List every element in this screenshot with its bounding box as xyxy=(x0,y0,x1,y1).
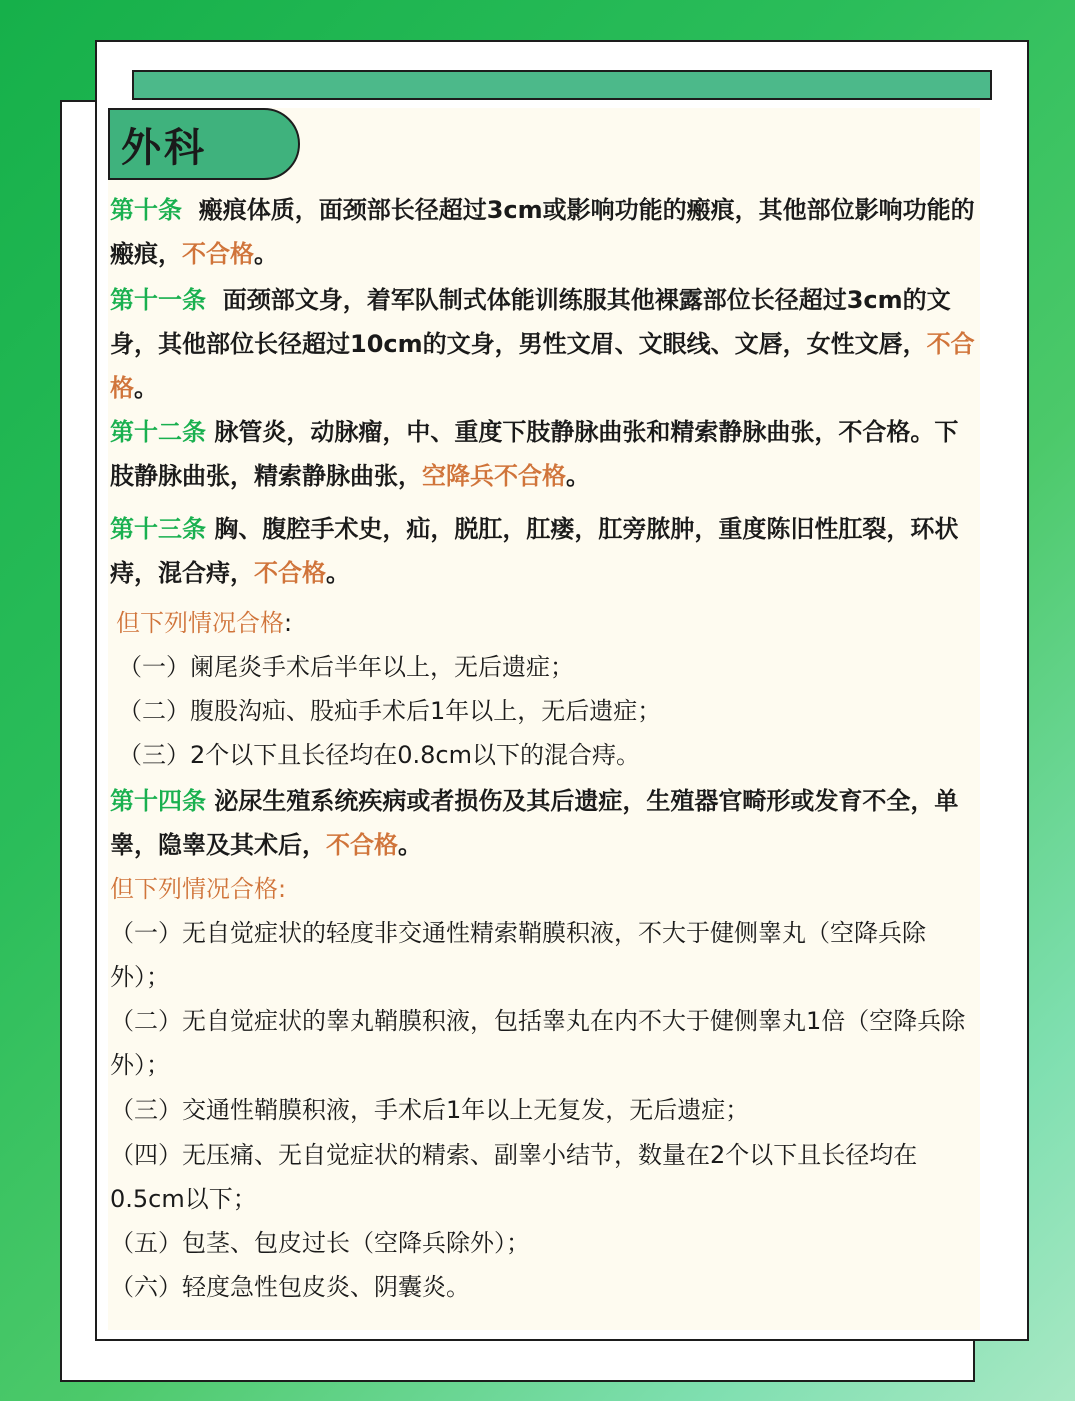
article-14: 第十四条 泌尿生殖系统疾病或者损伤及其后遗症，生殖器官畸形或发育不全，单睾，隐睾及其术后，不合格。 xyxy=(110,787,959,859)
exception-item: （一）阑尾炎手术后半年以上，无后遗症； xyxy=(118,653,574,681)
article-10: 第十条 瘢痕体质，面颈部长径超过3cm或影响功能的瘢痕，其他部位影响功能的瘢痕，不合格。 xyxy=(110,196,975,268)
page-title: 外科 xyxy=(121,125,207,171)
exception-item: （六）轻度急性包皮炎、阴囊炎。 xyxy=(110,1273,470,1301)
article-label: 第十四条 xyxy=(110,787,206,815)
article-label: 第十三条 xyxy=(110,515,206,543)
exception-item: （一）无自觉症状的轻度非交通性精索鞘膜积液，不大于健侧睾丸（空降兵除外）； xyxy=(110,919,926,991)
article-verdict: 不合格 xyxy=(182,240,254,268)
article-text: 瘢痕体质，面颈部长径超过3cm或影响功能的瘢痕，其他部位影响功能的瘢痕， xyxy=(110,196,975,268)
article-verdict: 空降兵不合格 xyxy=(422,462,566,490)
article-text: 脉管炎，动脉瘤，中、重度下肢静脉曲张和精索静脉曲张，不合格。下肢静脉曲张，精索静脉曲张， xyxy=(110,418,959,490)
article-text: 面颈部文身，着军队制式体能训练服其他裸露部位长径超过3cm的文身，其他部位长径超过10cm的文身，男性文眉、文眼线、文唇，女性文唇， xyxy=(110,286,951,358)
article-label: 第十二条 xyxy=(110,418,206,446)
exceptions-heading-2: 但下列情况合格: xyxy=(110,875,287,903)
top-accent-bar xyxy=(132,70,992,100)
article-12: 第十二条 脉管炎，动脉瘤，中、重度下肢静脉曲张和精索静脉曲张，不合格。下肢静脉曲张，精索静脉曲张，空降兵不合格。 xyxy=(110,418,959,490)
article-label: 第十条 xyxy=(110,196,182,224)
article-verdict: 不合格 xyxy=(254,559,326,587)
article-verdict: 不合格 xyxy=(110,330,975,402)
article-13: 第十三条 胸、腹腔手术史，疝，脱肛，肛瘘，肛旁脓肿，重度陈旧性肛裂，环状痔，混合痔，不合格。 xyxy=(110,515,959,587)
article-11: 第十一条 面颈部文身，着军队制式体能训练服其他裸露部位长径超过3cm的文身，其他部位长径超过10cm的文身，男性文眉、文眼线、文唇，女性文唇，不合格。 xyxy=(110,286,975,402)
article-verdict: 不合格 xyxy=(326,831,398,859)
article-label: 第十一条 xyxy=(110,286,206,314)
article-text: 胸、腹腔手术史，疝，脱肛，肛瘘，肛旁脓肿，重度陈旧性肛裂，环状痔，混合痔， xyxy=(110,515,959,587)
exception-item: （二）无自觉症状的睾丸鞘膜积液，包括睾丸在内不大于健侧睾丸1倍（空降兵除外）； xyxy=(110,1007,966,1079)
exception-item: （五）包茎、包皮过长（空降兵除外）； xyxy=(110,1229,530,1257)
exception-item: （三）交通性鞘膜积液，手术后1年以上无复发，无后遗症； xyxy=(110,1096,750,1124)
exception-item: （二）腹股沟疝、股疝手术后1年以上，无后遗症； xyxy=(118,697,662,725)
exception-item: （三）2个以下且长径均在0.8cm以下的混合痔。 xyxy=(118,741,641,769)
exceptions-heading: 但下列情况合格: xyxy=(116,609,293,637)
exception-item: （四）无压痛、无自觉症状的精索、副睾小结节，数量在2个以下且长径均在0.5cm以下； xyxy=(110,1141,918,1213)
article-text: 泌尿生殖系统疾病或者损伤及其后遗症，生殖器官畸形或发育不全，单睾，隐睾及其术后， xyxy=(110,787,959,859)
